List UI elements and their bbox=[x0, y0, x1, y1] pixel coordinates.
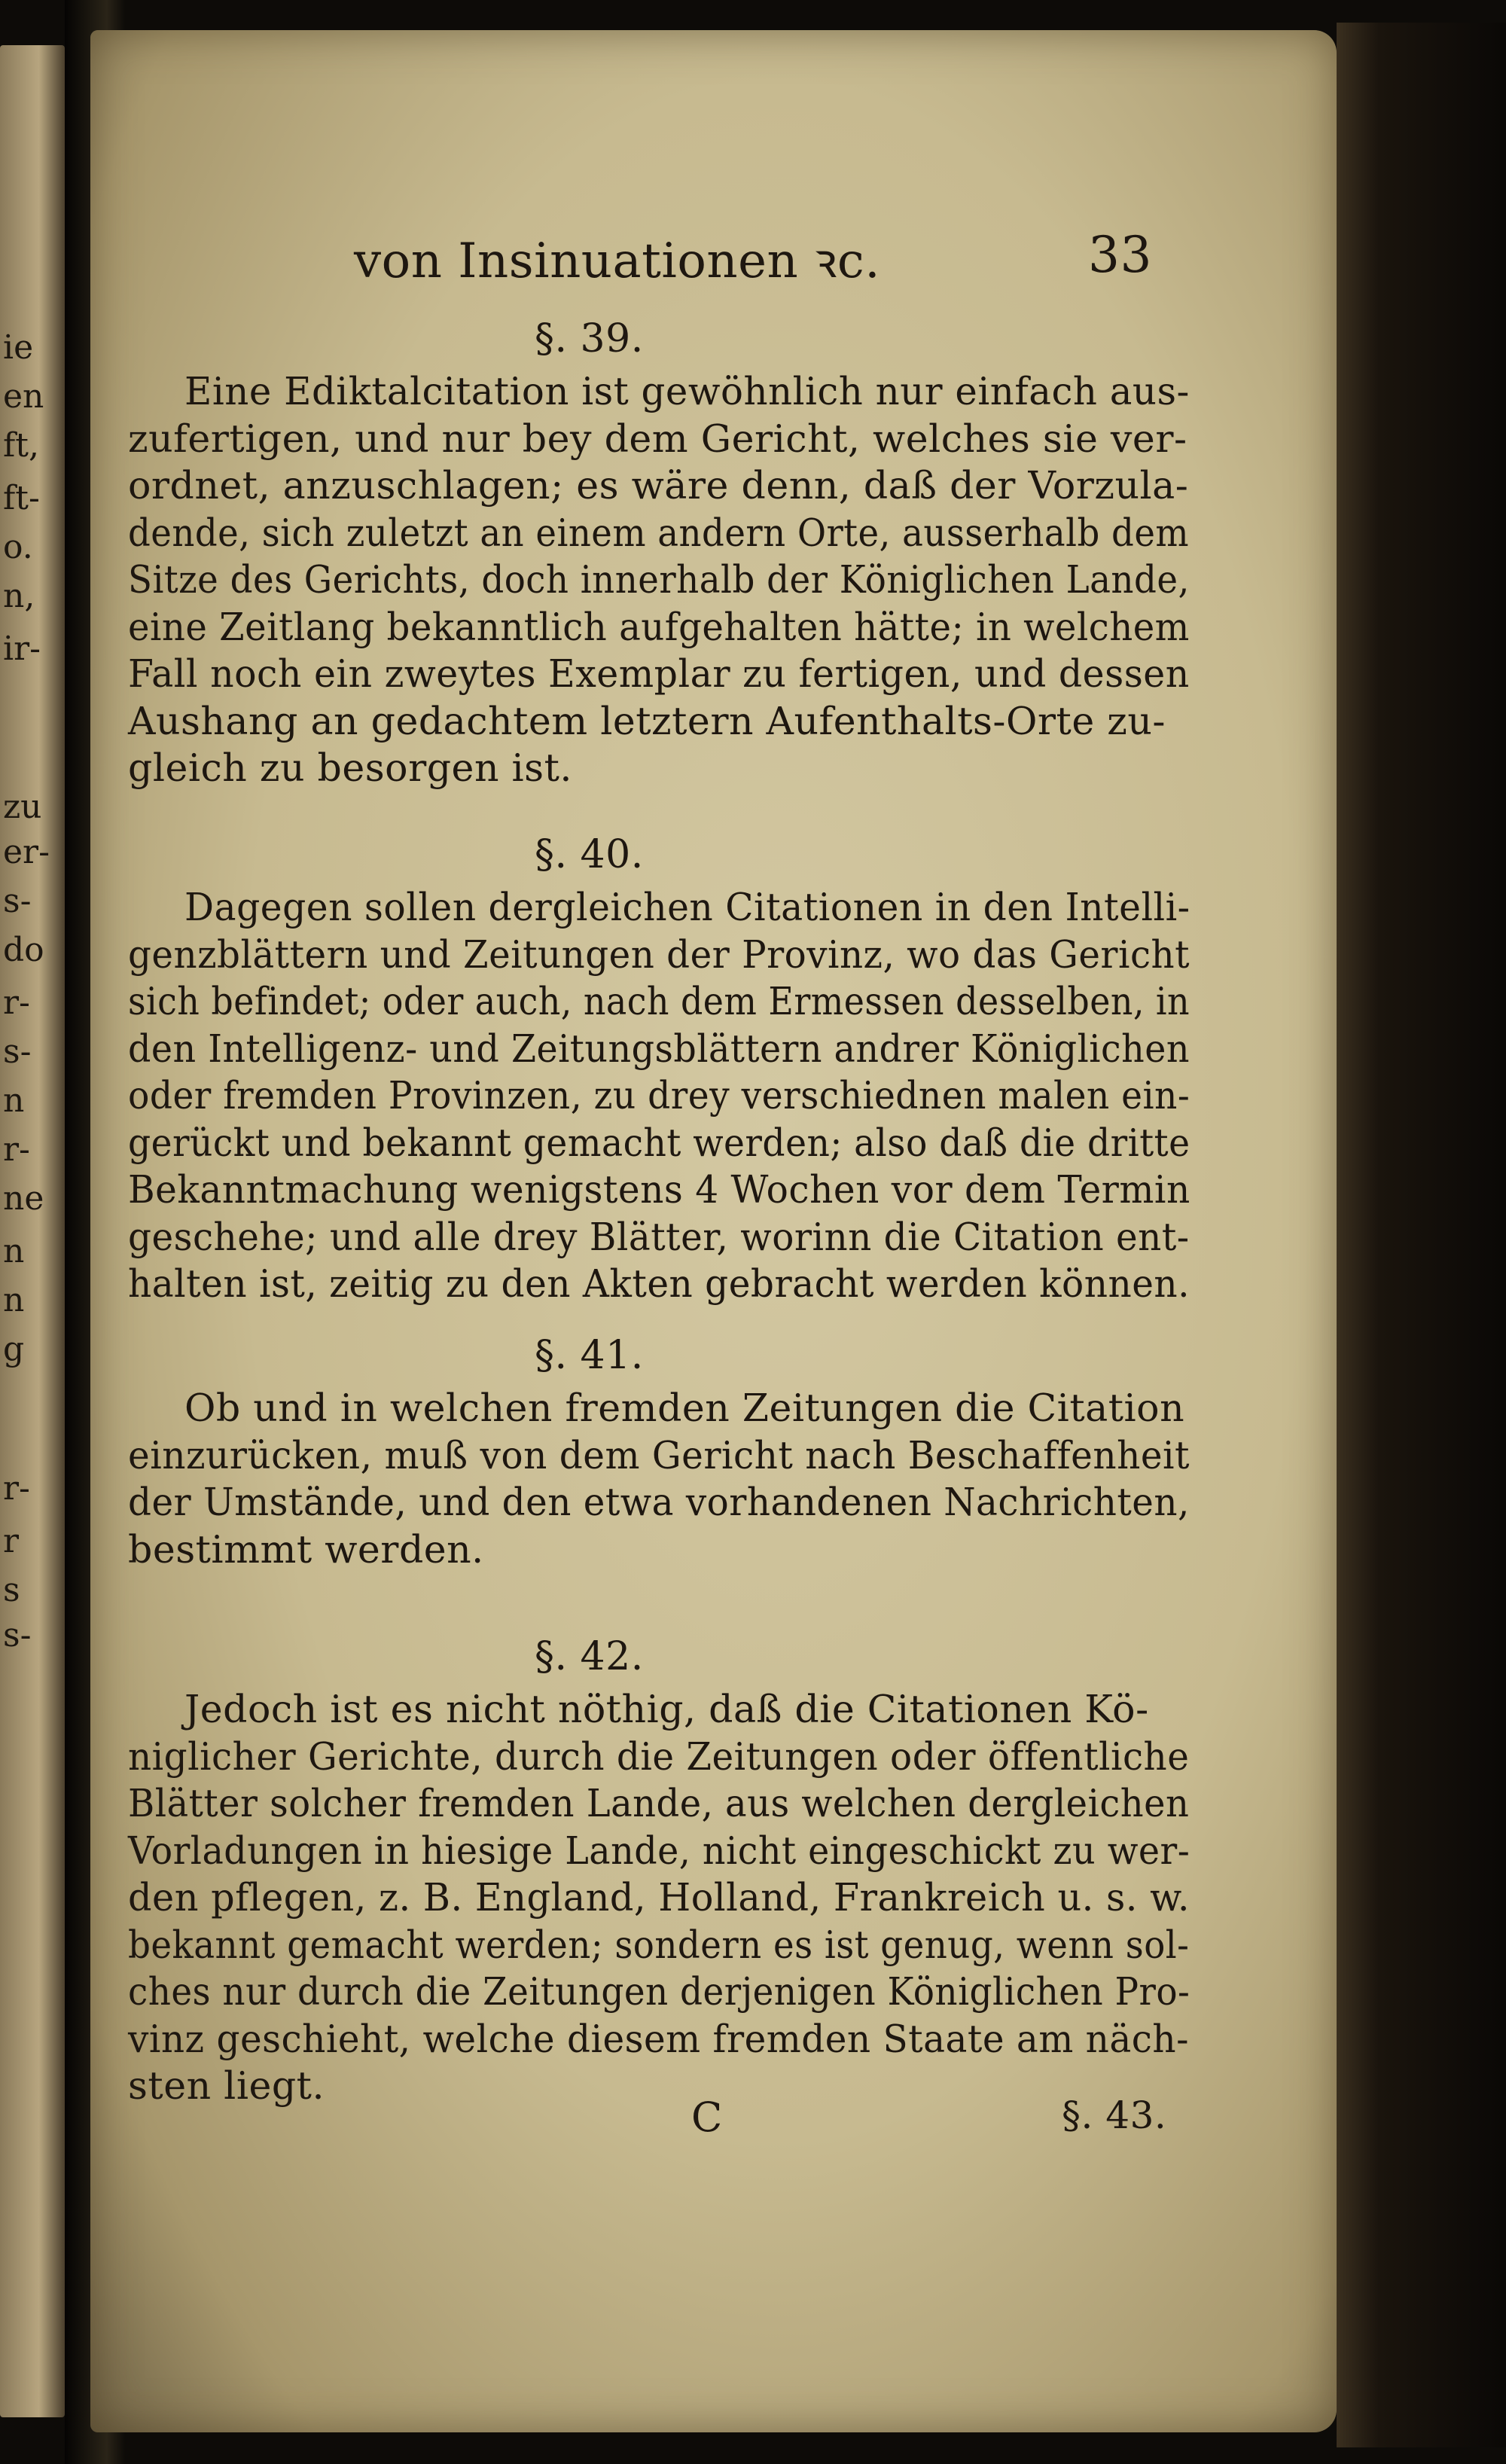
facing-page-fragment: s- bbox=[3, 1032, 32, 1071]
text-line: ches nur durch die Zeitungen derjenigen Königlichen Pro- bbox=[128, 1969, 1190, 2014]
text-line: zufertigen, und nur bey dem Gericht, welches sie ver- bbox=[128, 416, 1187, 461]
facing-page-fragment: n, bbox=[3, 577, 35, 615]
text-line: Aushang an gedachtem letztern Aufenthalts-Orte zu- bbox=[128, 698, 1166, 743]
facing-page-fragment: zu bbox=[3, 788, 42, 826]
facing-page-edge bbox=[0, 45, 65, 2417]
facing-page-fragment: g bbox=[3, 1330, 25, 1368]
text-line: eine Zeitlang bekanntlich aufgehalten hätte; in welchem bbox=[128, 604, 1190, 649]
running-head: von Insinuationen ꝛc. bbox=[354, 233, 881, 289]
facing-page-fragment: n bbox=[3, 1281, 25, 1319]
facing-page-fragment: r- bbox=[3, 1469, 30, 1508]
page-number: 33 bbox=[1088, 226, 1152, 284]
text-line: ordnet, anzuschlagen; es wäre denn, daß der Vorzula- bbox=[128, 463, 1189, 508]
facing-page-fragment: r bbox=[3, 1522, 20, 1560]
text-line: Bekanntmachung wenigstens 4 Wochen vor dem Termin bbox=[128, 1167, 1190, 1212]
facing-page-fragment: r- bbox=[3, 1130, 30, 1169]
text-line: sich befindet; oder auch, nach dem Ermessen desselben, in bbox=[128, 979, 1190, 1023]
text-line: Eine Ediktalcitation ist gewöhnlich nur einfach aus- bbox=[184, 369, 1190, 413]
book-cover-edge bbox=[1337, 23, 1506, 2447]
facing-page-fragment: do bbox=[3, 931, 44, 969]
text-line: genzblättern und Zeitungen der Provinz, wo das Gericht bbox=[128, 932, 1190, 977]
text-line: Vorladungen in hiesige Lande, nicht eingeschickt zu wer- bbox=[128, 1828, 1190, 1873]
text-line: gerückt und bekannt gemacht werden; also daß die dritte bbox=[128, 1120, 1190, 1165]
text-line: halten ist, zeitig zu den Akten gebracht werden können. bbox=[128, 1261, 1190, 1306]
text-line: bekannt gemacht werden; sondern es ist genug, wenn sol- bbox=[128, 1922, 1190, 1967]
text-line: der Umstände, und den etwa vorhandenen Nachrichten, bbox=[128, 1480, 1190, 1524]
text-line: Ob und in welchen fremden Zeitungen die Citation bbox=[184, 1386, 1185, 1430]
facing-page-fragment: ne bbox=[3, 1179, 44, 1218]
text-line: geschehe; und alle drey Blätter, worinn die Citation ent- bbox=[128, 1214, 1190, 1259]
text-line: Blätter solcher fremden Lande, aus welchen dergleichen bbox=[128, 1781, 1190, 1825]
facing-page-fragment: n bbox=[3, 1232, 25, 1270]
facing-page-fragment: ie bbox=[3, 328, 34, 367]
text-line: sten liegt. bbox=[128, 2063, 325, 2108]
text-line: Sitze des Gerichts, doch innerhalb der Königlichen Lande, bbox=[128, 557, 1190, 602]
text-line: den Intelligenz- und Zeitungsblättern andrer Königlichen bbox=[128, 1026, 1190, 1071]
facing-page-fragment: er- bbox=[3, 833, 50, 871]
text-line: dende, sich zuletzt an einem andern Orte, ausserhalb dem bbox=[128, 510, 1190, 555]
signature-mark: C bbox=[691, 2093, 723, 2141]
text-line: den pflegen, z. B. England, Holland, Frankreich u. s. w. bbox=[128, 1875, 1190, 1920]
section-number: §. 41. bbox=[535, 1333, 644, 1378]
facing-page-fragment: s- bbox=[3, 882, 32, 920]
facing-page-fragment: ir- bbox=[3, 630, 41, 668]
facing-page-fragment: r- bbox=[3, 983, 30, 1022]
facing-page-fragment: n bbox=[3, 1081, 25, 1120]
section-number: §. 42. bbox=[535, 1634, 644, 1679]
text-line: Dagegen sollen dergleichen Citationen in den Intelli- bbox=[184, 885, 1190, 929]
text-line: einzurücken, muß von dem Gericht nach Beschaffenheit bbox=[128, 1432, 1190, 1477]
text-line: vinz geschieht, welche diesem fremden Staate am näch- bbox=[128, 2016, 1189, 2061]
text-line: niglicher Gerichte, durch die Zeitungen oder öffentliche bbox=[128, 1734, 1190, 1779]
facing-page-fragment: s- bbox=[3, 1616, 32, 1654]
section-number: §. 39. bbox=[535, 316, 644, 361]
facing-page-fragment: o. bbox=[3, 528, 33, 566]
facing-page-fragment: en bbox=[3, 377, 44, 416]
catchword: §. 43. bbox=[1062, 2093, 1167, 2137]
text-line: Fall noch ein zweytes Exemplar zu fertigen, und dessen bbox=[128, 651, 1190, 696]
facing-page-fragment: ft- bbox=[3, 479, 40, 517]
section-number: §. 40. bbox=[535, 832, 644, 877]
text-line: Jedoch ist es nicht nöthig, daß die Citationen Kö- bbox=[184, 1687, 1149, 1731]
text-line: oder fremden Provinzen, zu drey verschiednen malen ein- bbox=[128, 1073, 1190, 1118]
facing-page-fragment: ft, bbox=[3, 426, 39, 465]
text-line: gleich zu besorgen ist. bbox=[128, 746, 572, 790]
text-line: bestimmt werden. bbox=[128, 1526, 484, 1572]
facing-page-fragment: s bbox=[3, 1571, 20, 1609]
